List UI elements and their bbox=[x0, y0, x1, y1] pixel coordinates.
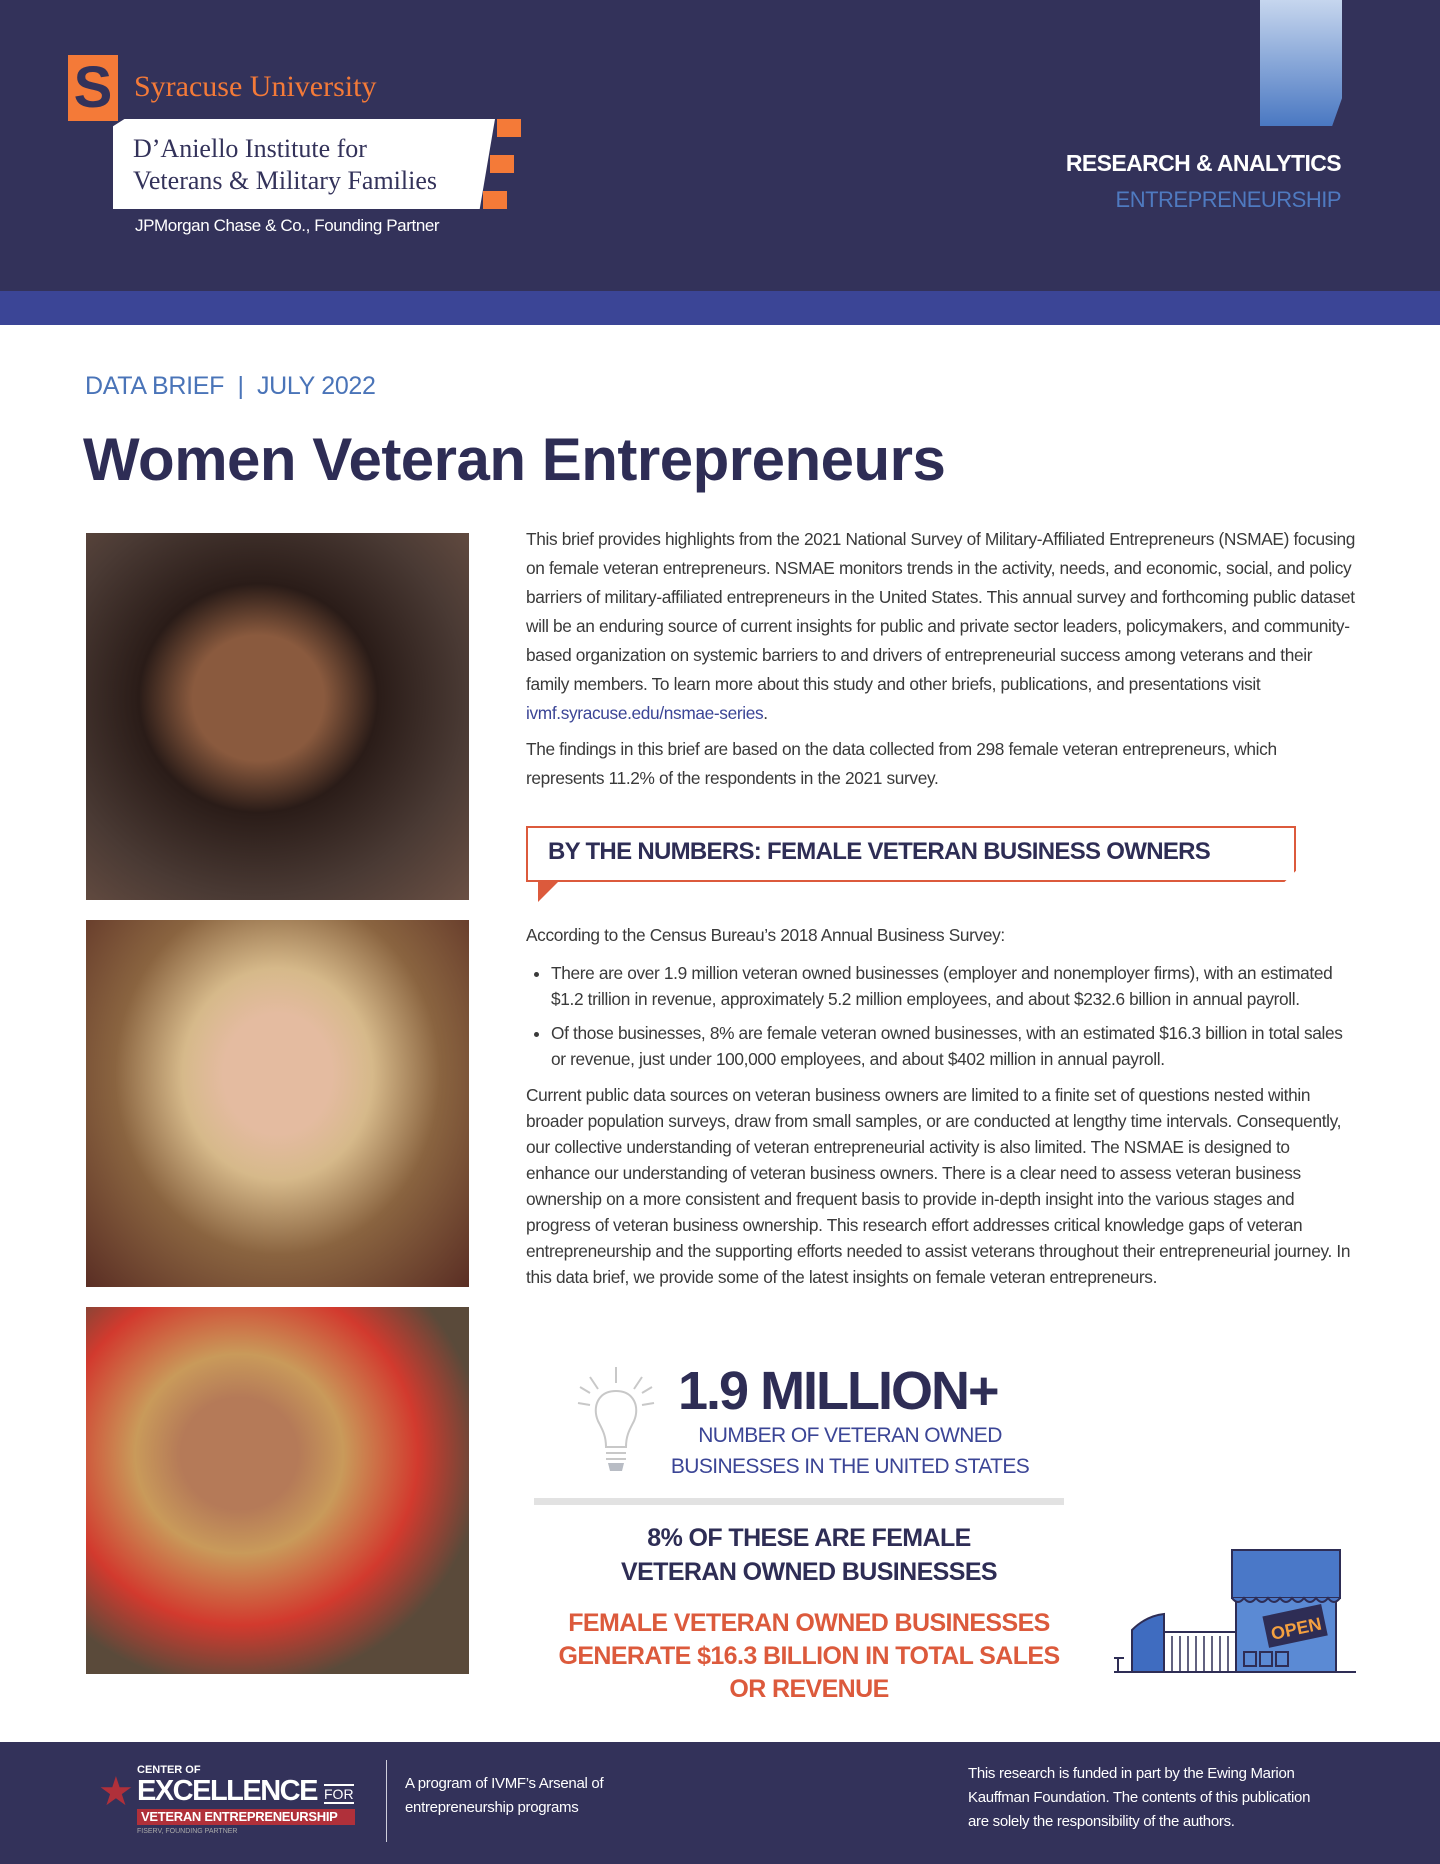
header-band bbox=[0, 291, 1440, 325]
syracuse-s-logo: S bbox=[68, 55, 118, 121]
logo-stripe bbox=[497, 119, 521, 137]
photo-veteran-1 bbox=[86, 533, 469, 900]
stat-line: 8% OF THESE ARE FEMALE bbox=[647, 1524, 971, 1552]
coe-logo-top: CENTER OF bbox=[137, 1764, 201, 1776]
stat-caption: BUSINESSES IN THE UNITED STATES bbox=[670, 1455, 1030, 1478]
founding-partner: JPMorgan Chase & Co., Founding Partner bbox=[135, 216, 440, 235]
footer-divider bbox=[386, 1760, 387, 1842]
nsmae-series-link[interactable]: ivmf.syracuse.edu/nsmae-series bbox=[526, 703, 764, 723]
stat-line: VETERAN OWNED BUSINESSES bbox=[621, 1558, 997, 1586]
coe-logo-band: VETERAN ENTREPRENEURSHIP bbox=[137, 1809, 355, 1825]
subsection-label: ENTREPRENEURSHIP bbox=[1115, 187, 1341, 212]
open-sign: OPEN bbox=[1269, 1613, 1324, 1644]
institute-name bbox=[133, 133, 437, 197]
photo-veteran-3 bbox=[86, 1307, 469, 1674]
stat-female-pct bbox=[534, 1521, 1084, 1589]
page-title: Women Veteran Entrepreneurs bbox=[83, 426, 946, 493]
institute-line: Veterans & Military Families bbox=[133, 166, 438, 195]
logo-stripe bbox=[490, 155, 514, 173]
stat-big-number: 1.9 MILLION+ bbox=[678, 1361, 998, 1421]
bullet: • There are over 1.9 million veteran owned businesses (employer and nonemployer firms), with an estimated $1.2 trillion in revenue, approximately 5.2 million employees, and about $232.6 billion in annual payroll. bbox=[551, 960, 1356, 1012]
funding-line: are solely the responsibility of the authors. bbox=[968, 1813, 1235, 1830]
coe-logo-partner: FISERV, FOUNDING PARTNER bbox=[137, 1828, 238, 1835]
punct: . bbox=[763, 703, 768, 723]
by-the-numbers-heading: BY THE NUMBERS: FEMALE VETERAN BUSINESS OWNERS bbox=[548, 838, 1211, 865]
intro-paragraph bbox=[526, 525, 1356, 728]
funding-note bbox=[968, 1762, 1310, 1834]
stat-line: GENERATE $16.3 BILLION IN TOTAL SALES bbox=[558, 1642, 1060, 1670]
program-line: entrepreneurship programs bbox=[405, 1799, 579, 1816]
stat-caption: NUMBER OF VETERAN OWNED bbox=[698, 1424, 1002, 1447]
stat-line: OR REVENUE bbox=[729, 1675, 889, 1703]
storefront-icon bbox=[1110, 1546, 1360, 1676]
funding-line: Kauffman Foundation. The contents of this publication bbox=[968, 1789, 1311, 1806]
census-bullets bbox=[526, 960, 1356, 1080]
university-name: Syracuse University bbox=[134, 70, 377, 103]
program-line: A program of IVMF’s Arsenal of bbox=[405, 1775, 604, 1792]
brief-date: JULY 2022 bbox=[256, 372, 376, 400]
logo-stripe bbox=[483, 191, 507, 209]
photo-veteran-2 bbox=[86, 920, 469, 1287]
findings-paragraph: The findings in this brief are based on the data collected from 298 female veteran entrepreneurs, which represents 11.2% of the respondents in the 2021 survey. bbox=[526, 739, 1277, 788]
callout-tail bbox=[538, 880, 560, 902]
funding-line: This research is funded in part by the Ewing Marion bbox=[968, 1765, 1295, 1782]
separator: | bbox=[237, 372, 244, 400]
bullet: • Of those businesses, 8% are female veteran owned businesses, with an estimated $16.3 billion in total sales or revenue, just under 100,000 employees, and about $402 million in annual payroll. bbox=[551, 1020, 1356, 1072]
divider bbox=[534, 1498, 1064, 1505]
star-icon: ★ bbox=[98, 1770, 134, 1814]
stat-line: FEMALE VETERAN OWNED BUSINESSES bbox=[568, 1609, 1050, 1637]
brief-label bbox=[85, 372, 376, 401]
bookmark-tab bbox=[1260, 0, 1342, 126]
body-paragraph: Current public data sources on veteran business owners are limited to a finite set of questions nested within broader population surveys, draw from small samples, or are conducted at lengthy time intervals. Consequently, our collective understanding of veteran entrepreneurial activity is also limited. The NSMAE is designed to enhance our understanding of veteran business owners. There is a clear need to assess veteran business ownership on a more consistent and frequent basis to provide in-depth insight into the various stages and progress of veteran business ownership. This research effort addresses critical knowledge gaps of veteran entrepreneurship and the supporting efforts needed to assist veterans throughout their entrepreneurial journey. In this data brief, we provide some of the latest insights on female veteran entrepreneurs. bbox=[526, 1085, 1351, 1287]
institute-line: D’Aniello Institute for bbox=[133, 134, 367, 163]
coe-logo-for: FOR bbox=[324, 1786, 354, 1802]
program-note bbox=[405, 1772, 603, 1820]
intro-text: This brief provides highlights from the 2021 National Survey of Military-Affiliated Entrepreneurs (NSMAE) focusing on female veteran entrepreneurs. NSMAE monitors trends in the activity, needs, and economic, social, and policy barriers of military-affiliated entrepreneurs in the United States. This annual survey and forthcoming public dataset will be an enduring source of current insights for public and private sector leaders, policymakers, and community-based organization on systemic barriers to and drivers of entrepreneurial success among veterans and their family members. To learn more about this study and other briefs, publications, and presentations visit bbox=[526, 529, 1356, 694]
coe-logo-main: EXCELLENCE bbox=[137, 1775, 317, 1807]
brief-type: DATA BRIEF bbox=[85, 372, 225, 400]
census-lead: According to the Census Bureau’s 2018 Annual Business Survey: bbox=[526, 925, 1005, 945]
section-label: RESEARCH & ANALYTICS bbox=[1065, 150, 1341, 176]
stat-revenue bbox=[534, 1607, 1084, 1706]
